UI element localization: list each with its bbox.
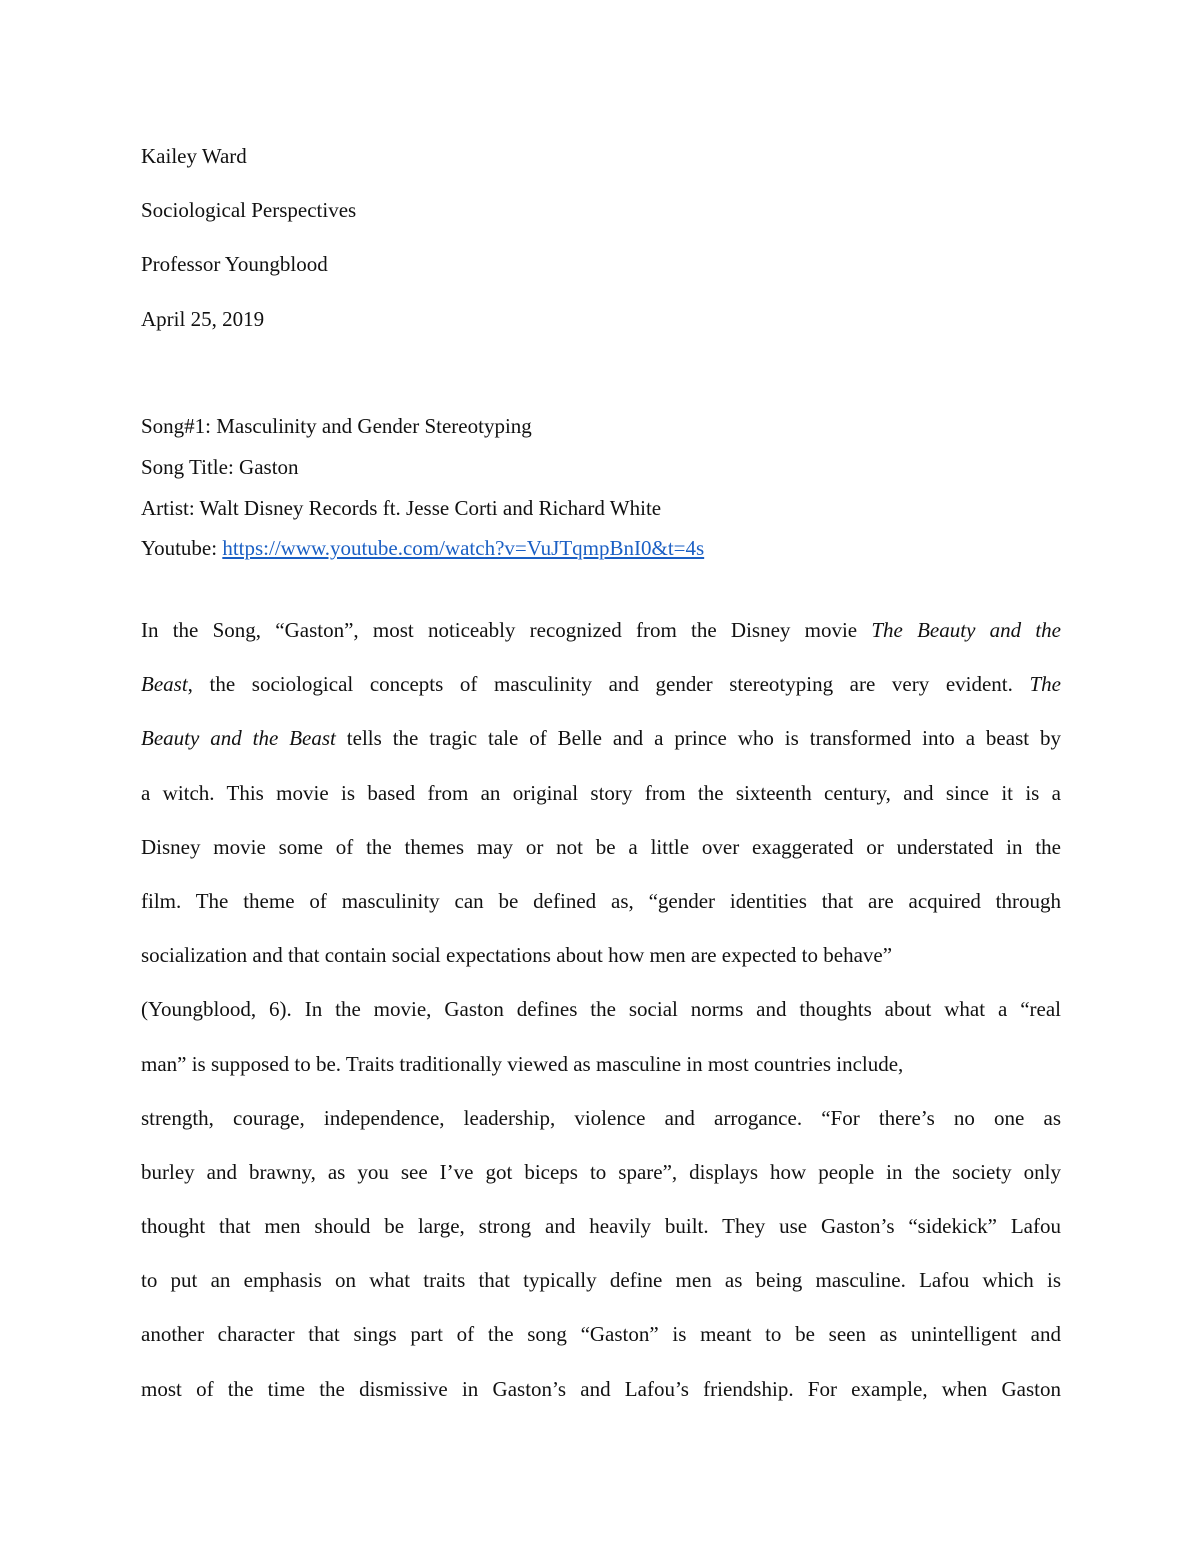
youtube-line bbox=[141, 535, 704, 561]
body-line: another character that sings part of the song “Gaston” is meant to be seen as unintelligent and bbox=[141, 1322, 1061, 1347]
body-line: Beauty and the Beast tells the tragic tale of Belle and a prince who is transformed into a beast by bbox=[141, 726, 1061, 751]
professor-name: Professor Youngblood bbox=[141, 252, 328, 276]
song-heading: Song#1: Masculinity and Gender Stereotyping bbox=[141, 414, 532, 438]
youtube-link[interactable]: https://www.youtube.com/watch?v=VuJTqmpBnI0&t=4s bbox=[222, 536, 705, 560]
body-line: thought that men should be large, strong and heavily built. They use Gaston’s “sidekick” Lafou bbox=[141, 1214, 1061, 1239]
body-line: film. The theme of masculinity can be defined as, “gender identities that are acquired through bbox=[141, 888, 1061, 913]
body-line: socialization and that contain social expectations about how men are expected to behave” bbox=[141, 943, 893, 968]
body-line: (Youngblood, 6). In the movie, Gaston defines the social norms and thoughts about what a “real bbox=[141, 997, 1061, 1022]
body-line: to put an emphasis on what traits that typically define men as being masculine. Lafou which is bbox=[141, 1268, 1061, 1293]
song-title-line: Song Title: Gaston bbox=[141, 455, 299, 479]
movie-title-italic: Beast bbox=[141, 672, 188, 697]
youtube-label: Youtube: bbox=[141, 536, 223, 560]
body-line: Beast, the sociological concepts of masculinity and gender stereotyping are very evident. The bbox=[141, 672, 1061, 697]
body-line: a witch. This movie is based from an original story from the sixteenth century, and since it is a bbox=[141, 780, 1061, 805]
body-line: In the Song, “Gaston”, most noticeably recognized from the Disney movie The Beauty and the bbox=[141, 618, 1062, 642]
author-name: Kailey Ward bbox=[141, 144, 247, 168]
document-date: April 25, 2019 bbox=[141, 307, 265, 331]
song-artist-line: Artist: Walt Disney Records ft. Jesse Corti and Richard White bbox=[141, 496, 662, 520]
body-line: Disney movie some of the themes may or not be a little over exaggerated or understated in the bbox=[141, 834, 1061, 859]
body-line: burley and brawny, as you see I’ve got biceps to spare”, displays how people in the society only bbox=[141, 1159, 1061, 1184]
body-line: strength, courage, independence, leadership, violence and arrogance. “For there’s no one as bbox=[141, 1105, 1061, 1130]
movie-title-italic: The bbox=[1029, 672, 1061, 697]
body-line: most of the time the dismissive in Gaston’s and Lafou’s friendship. For example, when Gaston bbox=[141, 1376, 1061, 1401]
movie-title-italic: Beauty and the Beast bbox=[141, 726, 336, 751]
course-name: Sociological Perspectives bbox=[141, 198, 357, 222]
movie-title-italic: The Beauty and the bbox=[871, 618, 1062, 642]
body-line: man” is supposed to be. Traits traditionally viewed as masculine in most countries include, bbox=[141, 1051, 904, 1076]
body-paragraph bbox=[141, 617, 1061, 1430]
